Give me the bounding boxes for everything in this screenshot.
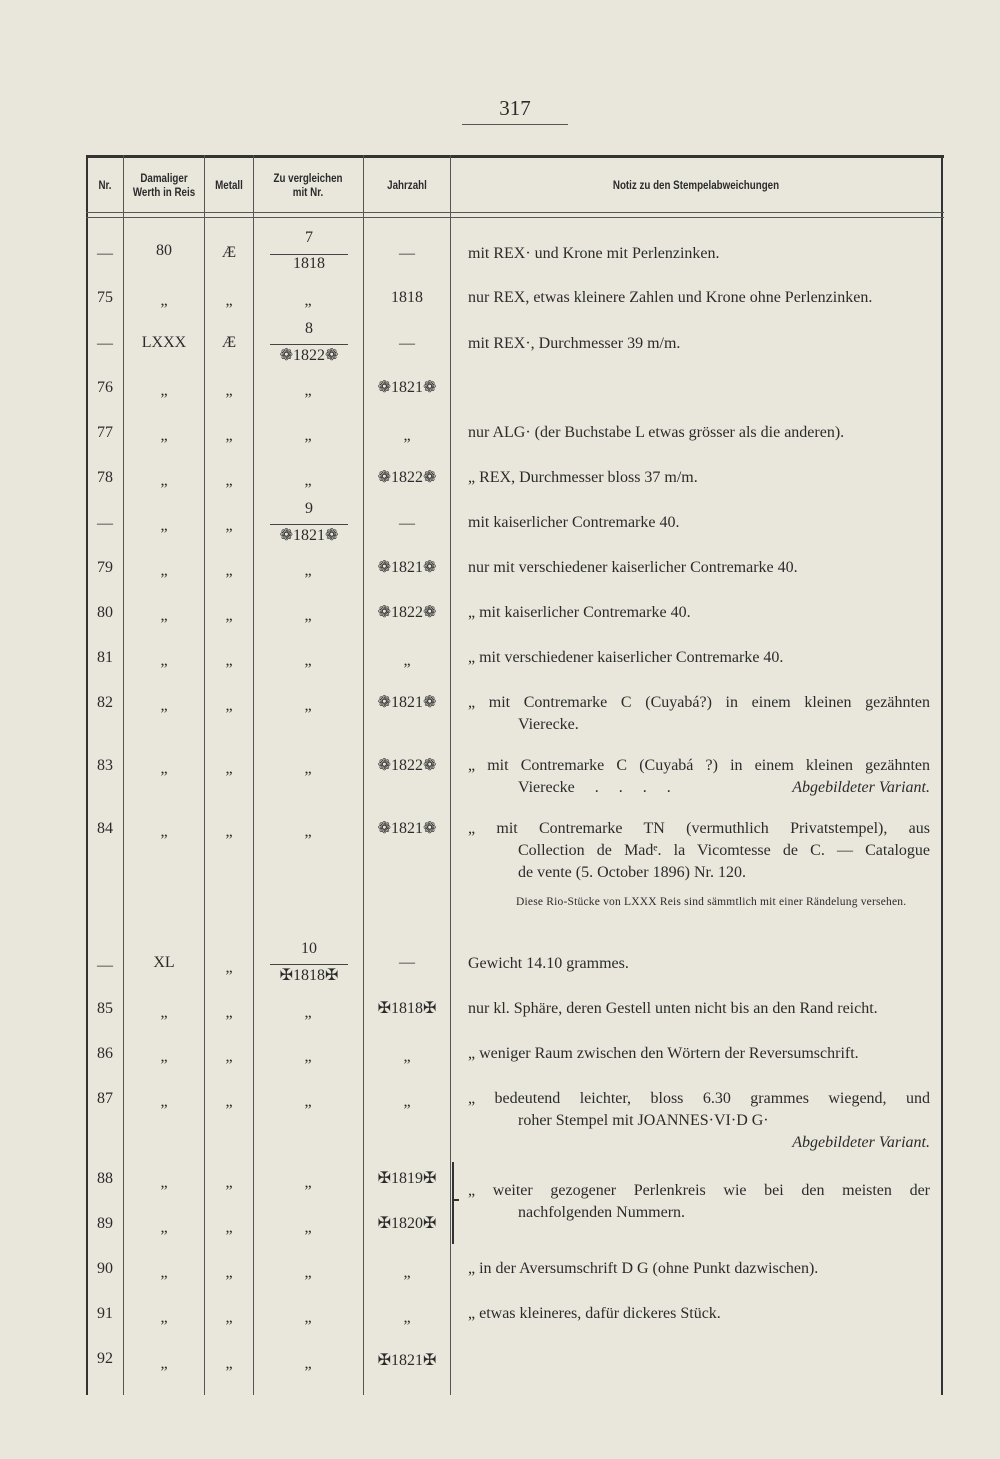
cell-jahr: ❁1822❁ [377, 469, 437, 486]
cell-nr: 83 [97, 757, 113, 774]
cell-werth: „ [160, 1309, 168, 1326]
header-notiz: Notiz zu den Stempelabweichungen [612, 179, 780, 192]
cell-metall: Æ [221, 244, 237, 261]
cell-werth: „ [160, 1093, 168, 1110]
cell-werth: „ [160, 607, 168, 624]
cell-werth: „ [160, 823, 168, 840]
cell-werth: „ [160, 1048, 168, 1065]
cell-notiz: „ mit Contremarke TN (vermuthlich Privatstempel), aus [468, 820, 930, 837]
cell-notiz-continued: de vente (5. October 1896) Nr. 120. [518, 864, 746, 881]
cell-metall: „ [225, 823, 233, 840]
cell-werth: „ [160, 697, 168, 714]
cell-vgl: „ [304, 607, 312, 624]
cell-vgl-top: 7 [305, 229, 313, 246]
cell-jahr: „ [403, 1048, 411, 1065]
cell-vgl: „ [304, 697, 312, 714]
header-rule [86, 217, 944, 218]
cell-nr: — [97, 245, 113, 262]
cell-notiz: „ mit kaiserlicher Contremarke 40. [468, 604, 691, 621]
cell-notiz: „ mit Contremarke C (Cuyabá ?) in einem kleinen gezähnten [468, 757, 930, 774]
cell-werth: „ [160, 427, 168, 444]
cell-werth: „ [160, 382, 168, 399]
cell-nr: 90 [97, 1260, 113, 1277]
cell-metall: „ [225, 1219, 233, 1236]
cell-werth: „ [160, 1004, 168, 1021]
cell-notiz-continued: Vierecke . . . . [518, 779, 671, 796]
cell-vgl: „ [304, 292, 312, 309]
cell-vgl-bottom: ✠1818✠ [279, 967, 339, 984]
cell-nr: 82 [97, 694, 113, 711]
cell-metall: „ [225, 1048, 233, 1065]
cell-vgl: „ [304, 1004, 312, 1021]
cell-notiz: „ in der Aversumschrift D G (ohne Punkt dazwischen). [468, 1260, 819, 1277]
cell-vgl: „ [304, 382, 312, 399]
cell-metall: „ [225, 562, 233, 579]
header-metall: Metall [215, 179, 243, 192]
cell-vgl-bottom: ❁1822❁ [279, 347, 339, 364]
brace-bracket-tick [453, 1199, 459, 1201]
cell-notiz: mit REX· und Krone mit Perlenzinken. [468, 245, 720, 262]
cell-jahr: „ [403, 1093, 411, 1110]
cell-jahr: ✠1819✠ [377, 1170, 437, 1187]
cell-vgl: „ [304, 1093, 312, 1110]
cell-nr: 81 [97, 649, 113, 666]
header-vergleichen: Zu vergleichen mit Nr. [273, 172, 343, 199]
cell-notiz: mit REX·, Durchmesser 39 m/m. [468, 335, 681, 352]
cell-vgl-bottom: ❁1821❁ [279, 527, 339, 544]
cell-metall: „ [225, 1309, 233, 1326]
cell-notiz-continued: Collection de Madᵉ. la Vicomtesse de C. — Catalogue [518, 842, 930, 859]
cell-jahr: ❁1822❁ [377, 757, 437, 774]
cell-jahr: ❁1821❁ [377, 694, 437, 711]
cell-notiz: „ bedeutend leichter, bloss 6.30 grammes wiegend, und [468, 1090, 930, 1107]
cell-nr: 75 [97, 289, 113, 306]
cell-metall: „ [225, 1174, 233, 1191]
cell-jahr: ❁1821❁ [377, 820, 437, 837]
header-jahrzahl: Jahrzahl [387, 179, 427, 192]
cell-vgl: „ [304, 1048, 312, 1065]
cell-werth: „ [160, 760, 168, 777]
column-divider [450, 155, 451, 1395]
cell-vgl: „ [304, 760, 312, 777]
cell-jahr: ❁1821❁ [377, 559, 437, 576]
cell-notiz-variant: Abgebildeter Variant. [792, 1134, 930, 1151]
table-right-border [941, 155, 943, 1395]
cell-werth: „ [160, 517, 168, 534]
cell-notiz: nur kl. Sphäre, deren Gestell unten nicht bis an den Rand reicht. [468, 1000, 878, 1017]
footnote: Diese Rio-Stücke von LXXX Reis sind sämmtlich mit einer Rändelung versehen. [516, 896, 907, 908]
cell-notiz: mit kaiserlicher Contremarke 40. [468, 514, 680, 531]
cell-jahr: — [399, 515, 415, 532]
cell-nr: 79 [97, 559, 113, 576]
cell-metall: „ [225, 472, 233, 489]
cell-vgl: „ [304, 1264, 312, 1281]
cell-vgl-bottom: 1818 [293, 255, 325, 272]
cell-notiz-continued: roher Stempel mit JOANNES·VI·D G· [518, 1112, 769, 1129]
cell-nr: 92 [97, 1350, 113, 1367]
cell-nr: 91 [97, 1305, 113, 1322]
header-rule [86, 212, 944, 213]
cell-notiz: „ weniger Raum zwischen den Wörtern der Reversumschrift. [468, 1045, 859, 1062]
cell-jahr: ✠1820✠ [377, 1215, 437, 1232]
cell-werth: „ [160, 1219, 168, 1236]
cell-metall: „ [225, 517, 233, 534]
cell-werth: „ [160, 652, 168, 669]
cell-vgl: „ [304, 1219, 312, 1236]
cell-vgl: „ [304, 427, 312, 444]
cell-jahr: ✠1818✠ [377, 1000, 437, 1017]
cell-nr: 87 [97, 1090, 113, 1107]
cell-werth: „ [160, 1174, 168, 1191]
cell-notiz: nur ALG· (der Buchstabe L etwas grösser als die anderen). [468, 424, 845, 441]
cell-nr: 78 [97, 469, 113, 486]
group-notiz-continued: nachfolgenden Nummern. [518, 1204, 686, 1221]
cell-vgl-top: 9 [305, 500, 313, 517]
cell-nr: 77 [97, 424, 113, 441]
cell-werth: „ [160, 292, 168, 309]
cell-notiz: Gewicht 14.10 grammes. [468, 955, 629, 972]
cell-jahr: ❁1822❁ [377, 604, 437, 621]
cell-jahr: — [399, 335, 415, 352]
cell-vgl: „ [304, 652, 312, 669]
cell-nr: 89 [97, 1215, 113, 1232]
brace-bracket [452, 1162, 462, 1244]
cell-metall: „ [225, 760, 233, 777]
cell-jahr: — [399, 954, 415, 971]
cell-nr: 84 [97, 820, 113, 837]
cell-metall: „ [225, 427, 233, 444]
cell-nr: 76 [97, 379, 113, 396]
cell-notiz-variant: Abgebildeter Variant. [792, 779, 930, 796]
cell-metall: Æ [221, 334, 237, 351]
cell-werth: 80 [156, 242, 172, 259]
cell-metall: „ [225, 1264, 233, 1281]
cell-nr: — [97, 515, 113, 532]
cell-metall: „ [225, 607, 233, 624]
cell-vgl-top: 10 [301, 940, 317, 957]
cell-werth: „ [160, 562, 168, 579]
cell-werth: XL [153, 954, 175, 971]
cell-jahr: — [399, 245, 415, 262]
cell-jahr: ❁1821❁ [377, 379, 437, 396]
cell-werth: „ [160, 1355, 168, 1372]
cell-vgl: „ [304, 1355, 312, 1372]
cell-nr: 85 [97, 1000, 113, 1017]
page-number: 317 [499, 96, 531, 120]
header-werth: Damaliger Werth in Reis [132, 172, 196, 199]
cell-vgl-top: 8 [305, 320, 313, 337]
cell-notiz: „ mit verschiedener kaiserlicher Contremarke 40. [468, 649, 784, 666]
cell-notiz: nur mit verschiedener kaiserlicher Contremarke 40. [468, 559, 798, 576]
cell-nr: 86 [97, 1045, 113, 1062]
cell-vgl: „ [304, 1309, 312, 1326]
cell-vgl: „ [304, 823, 312, 840]
cell-werth: „ [160, 1264, 168, 1281]
cell-vgl: „ [304, 1174, 312, 1191]
cell-metall: „ [225, 382, 233, 399]
cell-jahr: ✠1821✠ [377, 1352, 437, 1369]
cell-vgl: „ [304, 562, 312, 579]
cell-nr: — [97, 335, 113, 352]
cell-notiz: „ mit Contremarke C (Cuyabá?) in einem kleinen gezähnten [468, 694, 930, 711]
cell-jahr: „ [403, 1309, 411, 1326]
cell-vgl: „ [304, 472, 312, 489]
cell-jahr: 1818 [391, 289, 423, 306]
cell-metall: „ [225, 959, 233, 976]
cell-metall: „ [225, 697, 233, 714]
cell-metall: „ [225, 652, 233, 669]
cell-nr: 88 [97, 1170, 113, 1187]
cell-werth: „ [160, 472, 168, 489]
cell-nr: 80 [97, 604, 113, 621]
cell-notiz: nur REX, etwas kleinere Zahlen und Krone ohne Perlenzinken. [468, 289, 873, 306]
cell-metall: „ [225, 292, 233, 309]
header-nr: Nr. [98, 179, 112, 192]
cell-jahr: „ [403, 652, 411, 669]
cell-metall: „ [225, 1355, 233, 1372]
cell-werth: LXXX [141, 334, 187, 351]
cell-notiz: „ etwas kleineres, dafür dickeres Stück. [468, 1305, 721, 1322]
group-notiz: „ weiter gezogener Perlenkreis wie bei den meisten der [468, 1182, 930, 1199]
cell-jahr: „ [403, 1264, 411, 1281]
cell-nr: — [97, 957, 113, 974]
page-number-rule [462, 124, 568, 125]
cell-notiz-continued: Vierecke. [518, 716, 579, 733]
cell-notiz: „ REX, Durchmesser bloss 37 m/m. [468, 469, 698, 486]
cell-jahr: „ [403, 427, 411, 444]
cell-metall: „ [225, 1004, 233, 1021]
cell-metall: „ [225, 1093, 233, 1110]
